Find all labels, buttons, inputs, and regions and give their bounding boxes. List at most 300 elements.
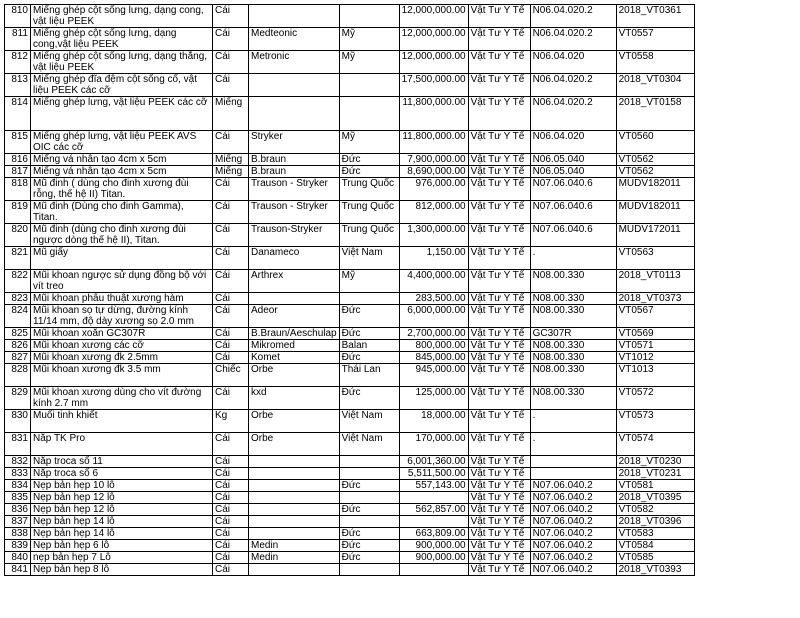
row-number-cell: 823 — [5, 293, 31, 305]
category-cell: Vật Tư Y Tế — [468, 504, 530, 516]
row-number-cell: 831 — [5, 433, 31, 456]
item-name-cell: Mũi khoan phẫu thuật xương hàm — [31, 293, 213, 305]
table-row — [5, 528, 695, 540]
table-row — [5, 433, 695, 456]
category-cell: Vật Tư Y Tế — [468, 28, 530, 51]
brand-cell — [249, 564, 340, 576]
brand-cell: kxd — [249, 387, 340, 410]
item-name-cell: Mũi khoan xương đk 3.5 mm — [31, 364, 213, 387]
unit-cell: Cái — [213, 468, 249, 480]
reference-cell: 2018_VT0230 — [616, 456, 694, 468]
row-number-cell: 833 — [5, 468, 31, 480]
unit-cell: Cái — [213, 74, 249, 97]
table-row — [5, 387, 695, 410]
price-cell: 6,000,000.00 — [399, 305, 468, 328]
code-cell: N07.06.040.6 — [530, 178, 616, 201]
brand-cell: Orbe — [249, 433, 340, 456]
reference-cell: VT0582 — [616, 504, 694, 516]
row-number-cell: 811 — [5, 28, 31, 51]
unit-cell: Cái — [213, 247, 249, 270]
code-cell: N08.00.330 — [530, 364, 616, 387]
row-number-cell: 827 — [5, 352, 31, 364]
brand-cell: Medin — [249, 552, 340, 564]
category-cell: Vật Tư Y Tế — [468, 480, 530, 492]
item-name-cell: Nẹp bản hẹp 12 lỗ — [31, 492, 213, 504]
code-cell: N07.06.040.6 — [530, 224, 616, 247]
brand-cell: Medin — [249, 540, 340, 552]
origin-cell — [339, 564, 399, 576]
origin-cell: Đức — [339, 552, 399, 564]
reference-cell: VT0557 — [616, 28, 694, 51]
origin-cell — [339, 293, 399, 305]
table-row — [5, 468, 695, 480]
price-cell: 11,800,000.00 — [399, 131, 468, 154]
origin-cell: Đức — [339, 540, 399, 552]
unit-cell: Cái — [213, 224, 249, 247]
row-number-cell: 837 — [5, 516, 31, 528]
row-number-cell: 820 — [5, 224, 31, 247]
brand-cell — [249, 468, 340, 480]
brand-cell — [249, 74, 340, 97]
category-cell: Vật Tư Y Tế — [468, 492, 530, 504]
category-cell: Vật Tư Y Tế — [468, 97, 530, 131]
price-cell: 800,000.00 — [399, 340, 468, 352]
price-cell: 5,511,500.00 — [399, 468, 468, 480]
origin-cell: Việt Nam — [339, 433, 399, 456]
table-row — [5, 516, 695, 528]
unit-cell: Cái — [213, 564, 249, 576]
table-row — [5, 28, 695, 51]
item-name-cell: Miếng ghép cột sống lưng, dạng thẳng, vật liệu PEEK — [31, 51, 213, 74]
reference-cell: VT1012 — [616, 352, 694, 364]
category-cell: Vật Tư Y Tế — [468, 293, 530, 305]
category-cell: Vật Tư Y Tế — [468, 387, 530, 410]
item-name-cell: Mũ giấy — [31, 247, 213, 270]
unit-cell: Cái — [213, 305, 249, 328]
code-cell: N08.00.330 — [530, 352, 616, 364]
brand-cell: Orbe — [249, 364, 340, 387]
origin-cell: Đức — [339, 154, 399, 166]
item-name-cell: Mũ đinh (dùng cho đinh xương đùi ngược dòng thế hệ II), Titan. — [31, 224, 213, 247]
row-number-cell: 836 — [5, 504, 31, 516]
brand-cell: Stryker — [249, 131, 340, 154]
table-row — [5, 456, 695, 468]
table-row — [5, 247, 695, 270]
reference-cell: 2018_VT0393 — [616, 564, 694, 576]
unit-cell: Cái — [213, 528, 249, 540]
origin-cell: Mỹ — [339, 131, 399, 154]
code-cell — [530, 456, 616, 468]
item-name-cell: Mũi khoan sọ tự dừng, đường kính 11/14 mm, độ dày xương sọ 2.0 mm — [31, 305, 213, 328]
category-cell: Vật Tư Y Tế — [468, 166, 530, 178]
brand-cell: B.braun — [249, 166, 340, 178]
row-number-cell: 839 — [5, 540, 31, 552]
item-name-cell: Nẹp bản hẹp 14 lỗ — [31, 516, 213, 528]
category-cell: Vật Tư Y Tế — [468, 328, 530, 340]
code-cell: N07.06.040.2 — [530, 528, 616, 540]
unit-cell: Cái — [213, 328, 249, 340]
table-row — [5, 492, 695, 504]
brand-cell — [249, 97, 340, 131]
price-cell: 6,001,360.00 — [399, 456, 468, 468]
brand-cell — [249, 516, 340, 528]
reference-cell: 2018_VT0113 — [616, 270, 694, 293]
table-row — [5, 201, 695, 224]
price-cell: 12,000,000.00 — [399, 5, 468, 28]
table-row — [5, 410, 695, 433]
item-name-cell: Miếng vá nhân tạo 4cm x 5cm — [31, 166, 213, 178]
unit-cell: Cái — [213, 387, 249, 410]
price-cell: 663,809.00 — [399, 528, 468, 540]
origin-cell: Đức — [339, 166, 399, 178]
item-name-cell: Mũi khoan xoắn GC307R — [31, 328, 213, 340]
row-number-cell: 838 — [5, 528, 31, 540]
code-cell: N07.06.040.6 — [530, 201, 616, 224]
brand-cell: B.braun — [249, 154, 340, 166]
brand-cell: Metronic — [249, 51, 340, 74]
unit-cell: Miếng — [213, 97, 249, 131]
brand-cell — [249, 528, 340, 540]
unit-cell: Miếng — [213, 154, 249, 166]
code-cell: N07.06.040.2 — [530, 516, 616, 528]
brand-cell: Komet — [249, 352, 340, 364]
code-cell: N07.06.040.2 — [530, 564, 616, 576]
reference-cell: VT0585 — [616, 552, 694, 564]
row-number-cell: 829 — [5, 387, 31, 410]
origin-cell: Mỹ — [339, 51, 399, 74]
reference-cell: MUDV172011 — [616, 224, 694, 247]
origin-cell — [339, 456, 399, 468]
item-name-cell: Nẹp bản hẹp 10 lỗ — [31, 480, 213, 492]
row-number-cell: 812 — [5, 51, 31, 74]
origin-cell: Đức — [339, 504, 399, 516]
row-number-cell: 830 — [5, 410, 31, 433]
category-cell: Vật Tư Y Tế — [468, 552, 530, 564]
price-cell: 1,150.00 — [399, 247, 468, 270]
row-number-cell: 819 — [5, 201, 31, 224]
unit-cell: Cái — [213, 293, 249, 305]
price-cell: 900,000.00 — [399, 540, 468, 552]
price-cell: 2,700,000.00 — [399, 328, 468, 340]
row-number-cell: 841 — [5, 564, 31, 576]
origin-cell: Đức — [339, 387, 399, 410]
unit-cell: Cái — [213, 51, 249, 74]
unit-cell: Cái — [213, 28, 249, 51]
price-list-sheet — [4, 4, 695, 576]
unit-cell: Cái — [213, 456, 249, 468]
category-cell: Vật Tư Y Tế — [468, 270, 530, 293]
table-row — [5, 540, 695, 552]
code-cell: N08.00.330 — [530, 387, 616, 410]
row-number-cell: 817 — [5, 166, 31, 178]
price-cell: 8,690,000.00 — [399, 166, 468, 178]
table-row — [5, 352, 695, 364]
category-cell: Vật Tư Y Tế — [468, 154, 530, 166]
row-number-cell: 840 — [5, 552, 31, 564]
row-number-cell: 814 — [5, 97, 31, 131]
origin-cell: Trung Quốc — [339, 224, 399, 247]
row-number-cell: 815 — [5, 131, 31, 154]
code-cell: GC307R — [530, 328, 616, 340]
reference-cell: VT0573 — [616, 410, 694, 433]
table-row — [5, 364, 695, 387]
origin-cell: Việt Nam — [339, 247, 399, 270]
origin-cell — [339, 492, 399, 504]
code-cell: N06.05.040 — [530, 154, 616, 166]
origin-cell: Đức — [339, 528, 399, 540]
row-number-cell: 825 — [5, 328, 31, 340]
table-row — [5, 340, 695, 352]
reference-cell: VT0571 — [616, 340, 694, 352]
unit-cell: Chiếc — [213, 364, 249, 387]
brand-cell — [249, 293, 340, 305]
brand-cell: B.Braun/Aeschulap — [249, 328, 340, 340]
brand-cell: Trauson - Stryker — [249, 178, 340, 201]
supplies-table — [4, 4, 695, 576]
unit-cell: Cái — [213, 492, 249, 504]
code-cell: N08.00.330 — [530, 293, 616, 305]
item-name-cell: Nẹp bản hẹp 12 lỗ — [31, 504, 213, 516]
row-number-cell: 834 — [5, 480, 31, 492]
price-cell: 900,000.00 — [399, 552, 468, 564]
origin-cell: Trung Quốc — [339, 201, 399, 224]
price-cell: 18,000.00 — [399, 410, 468, 433]
table-row — [5, 480, 695, 492]
item-name-cell: Nẹp bản hẹp 6 lỗ — [31, 540, 213, 552]
reference-cell: VT0574 — [616, 433, 694, 456]
unit-cell: Cái — [213, 540, 249, 552]
origin-cell: Việt Nam — [339, 410, 399, 433]
brand-cell — [249, 456, 340, 468]
table-row — [5, 5, 695, 28]
row-number-cell: 832 — [5, 456, 31, 468]
category-cell: Vật Tư Y Tế — [468, 410, 530, 433]
unit-cell: Kg — [213, 410, 249, 433]
table-row — [5, 552, 695, 564]
brand-cell — [249, 480, 340, 492]
category-cell: Vật Tư Y Tế — [468, 178, 530, 201]
table-row — [5, 270, 695, 293]
price-cell: 812,000.00 — [399, 201, 468, 224]
code-cell: N07.06.040.2 — [530, 540, 616, 552]
item-name-cell: Miếng ghép cột sống lưng, dạng cong, vật liệu PEEK — [31, 5, 213, 28]
category-cell: Vật Tư Y Tế — [468, 305, 530, 328]
reference-cell: VT1013 — [616, 364, 694, 387]
row-number-cell: 822 — [5, 270, 31, 293]
code-cell: N06.05.040 — [530, 166, 616, 178]
code-cell: N07.06.040.2 — [530, 480, 616, 492]
price-cell: 562,857.00 — [399, 504, 468, 516]
item-name-cell: Mũi khoan xương đk 2.5mm — [31, 352, 213, 364]
price-cell — [399, 492, 468, 504]
reference-cell: VT0562 — [616, 166, 694, 178]
origin-cell: Đức — [339, 480, 399, 492]
category-cell: Vật Tư Y Tế — [468, 540, 530, 552]
table-row — [5, 51, 695, 74]
row-number-cell: 813 — [5, 74, 31, 97]
row-number-cell: 818 — [5, 178, 31, 201]
reference-cell: MUDV182011 — [616, 178, 694, 201]
price-cell: 945,000.00 — [399, 364, 468, 387]
price-cell: 976,000.00 — [399, 178, 468, 201]
reference-cell: 2018_VT0361 — [616, 5, 694, 28]
price-cell: 12,000,000.00 — [399, 28, 468, 51]
code-cell: N08.00.330 — [530, 305, 616, 328]
price-cell — [399, 564, 468, 576]
item-name-cell: Nẹp bản hẹp 14 lỗ — [31, 528, 213, 540]
item-name-cell: Nắp TK Pro — [31, 433, 213, 456]
price-cell: 283,500.00 — [399, 293, 468, 305]
code-cell: N07.06.040.2 — [530, 552, 616, 564]
table-row — [5, 131, 695, 154]
origin-cell: Mỹ — [339, 270, 399, 293]
table-row — [5, 97, 695, 131]
origin-cell: Đức — [339, 305, 399, 328]
code-cell: . — [530, 433, 616, 456]
reference-cell: VT0562 — [616, 154, 694, 166]
table-row — [5, 74, 695, 97]
category-cell: Vật Tư Y Tế — [468, 201, 530, 224]
reference-cell: 2018_VT0304 — [616, 74, 694, 97]
unit-cell: Miếng — [213, 166, 249, 178]
reference-cell: VT0584 — [616, 540, 694, 552]
category-cell: Vật Tư Y Tế — [468, 528, 530, 540]
reference-cell: VT0583 — [616, 528, 694, 540]
table-row — [5, 293, 695, 305]
row-number-cell: 810 — [5, 5, 31, 28]
table-row — [5, 504, 695, 516]
origin-cell: Trung Quốc — [339, 178, 399, 201]
category-cell: Vật Tư Y Tế — [468, 247, 530, 270]
item-name-cell: Miếng vá nhân tạo 4cm x 5cm — [31, 154, 213, 166]
item-name-cell: Nẹp bản hẹp 8 lỗ — [31, 564, 213, 576]
origin-cell: Mỹ — [339, 28, 399, 51]
price-cell: 125,000.00 — [399, 387, 468, 410]
category-cell: Vật Tư Y Tế — [468, 352, 530, 364]
price-cell: 11,800,000.00 — [399, 97, 468, 131]
item-name-cell: Miếng ghép cột sống lưng, dạng cong,vật liệu PEEK — [31, 28, 213, 51]
row-number-cell: 821 — [5, 247, 31, 270]
brand-cell: Mikromed — [249, 340, 340, 352]
table-row — [5, 154, 695, 166]
table-row — [5, 564, 695, 576]
reference-cell: VT0567 — [616, 305, 694, 328]
table-row — [5, 166, 695, 178]
item-name-cell: Miếng ghép đĩa đệm cột sống cổ, vật liệu PEEK các cỡ — [31, 74, 213, 97]
brand-cell — [249, 492, 340, 504]
brand-cell — [249, 5, 340, 28]
reference-cell: 2018_VT0231 — [616, 468, 694, 480]
row-number-cell: 816 — [5, 154, 31, 166]
code-cell: N06.04.020.2 — [530, 5, 616, 28]
reference-cell: VT0558 — [616, 51, 694, 74]
unit-cell: Cái — [213, 131, 249, 154]
price-cell: 1,300,000.00 — [399, 224, 468, 247]
code-cell: N06.04.020 — [530, 51, 616, 74]
table-row — [5, 328, 695, 340]
table-row — [5, 305, 695, 328]
code-cell: N07.06.040.2 — [530, 504, 616, 516]
unit-cell: Cái — [213, 178, 249, 201]
code-cell: N06.04.020.2 — [530, 74, 616, 97]
origin-cell — [339, 74, 399, 97]
item-name-cell: Miếng ghép lưng, vật liệu PEEK các cỡ — [31, 97, 213, 131]
reference-cell: 2018_VT0396 — [616, 516, 694, 528]
table-row — [5, 224, 695, 247]
origin-cell: Balan — [339, 340, 399, 352]
price-cell — [399, 516, 468, 528]
row-number-cell: 835 — [5, 492, 31, 504]
code-cell: . — [530, 247, 616, 270]
item-name-cell: Mũi khoan xương dùng cho vít đường kính 2.7 mm — [31, 387, 213, 410]
reference-cell: MUDV182011 — [616, 201, 694, 224]
brand-cell: Arthrex — [249, 270, 340, 293]
unit-cell: Cái — [213, 433, 249, 456]
category-cell: Vật Tư Y Tế — [468, 364, 530, 387]
item-name-cell: Mũi khoan ngược sử dụng đồng bộ với vít treo — [31, 270, 213, 293]
category-cell: Vật Tư Y Tế — [468, 131, 530, 154]
price-cell: 170,000.00 — [399, 433, 468, 456]
brand-cell: Danameco — [249, 247, 340, 270]
category-cell: Vật Tư Y Tế — [468, 468, 530, 480]
item-name-cell: Miếng ghép lưng, vật liệu PEEK AVS OIC các cỡ — [31, 131, 213, 154]
reference-cell: VT0581 — [616, 480, 694, 492]
category-cell: Vật Tư Y Tế — [468, 433, 530, 456]
category-cell: Vật Tư Y Tế — [468, 340, 530, 352]
code-cell: N07.06.040.2 — [530, 492, 616, 504]
code-cell — [530, 468, 616, 480]
unit-cell: Cái — [213, 352, 249, 364]
origin-cell — [339, 97, 399, 131]
item-name-cell: nẹp bản hẹp 7 Lỗ — [31, 552, 213, 564]
unit-cell: Cái — [213, 270, 249, 293]
code-cell: N08.00.330 — [530, 270, 616, 293]
row-number-cell: 824 — [5, 305, 31, 328]
price-cell: 7,900,000.00 — [399, 154, 468, 166]
unit-cell: Cái — [213, 504, 249, 516]
category-cell: Vật Tư Y Tế — [468, 74, 530, 97]
table-body — [5, 5, 695, 576]
brand-cell: Orbe — [249, 410, 340, 433]
category-cell: Vật Tư Y Tế — [468, 564, 530, 576]
unit-cell: Cái — [213, 340, 249, 352]
origin-cell: Đức — [339, 328, 399, 340]
item-name-cell: Mũi khoan xương các cỡ — [31, 340, 213, 352]
category-cell: Vật Tư Y Tế — [468, 516, 530, 528]
brand-cell: Trauson - Stryker — [249, 201, 340, 224]
origin-cell — [339, 516, 399, 528]
table-row — [5, 178, 695, 201]
unit-cell: Cái — [213, 5, 249, 28]
reference-cell: VT0563 — [616, 247, 694, 270]
unit-cell: Cái — [213, 201, 249, 224]
item-name-cell: Nắp troca số 11 — [31, 456, 213, 468]
brand-cell: Medteonic — [249, 28, 340, 51]
code-cell: N08.00.330 — [530, 340, 616, 352]
price-cell: 557,143.00 — [399, 480, 468, 492]
item-name-cell: Mũ đinh ( dùng cho đinh xương đùi rỗng, thế hệ II) Titan. — [31, 178, 213, 201]
unit-cell: Cái — [213, 480, 249, 492]
origin-cell: Thái Lan — [339, 364, 399, 387]
price-cell: 17,500,000.00 — [399, 74, 468, 97]
origin-cell — [339, 468, 399, 480]
unit-cell: Cái — [213, 516, 249, 528]
brand-cell: Adeor — [249, 305, 340, 328]
unit-cell: Cái — [213, 552, 249, 564]
brand-cell: Trauson-Stryker — [249, 224, 340, 247]
reference-cell: VT0569 — [616, 328, 694, 340]
category-cell: Vật Tư Y Tế — [468, 224, 530, 247]
